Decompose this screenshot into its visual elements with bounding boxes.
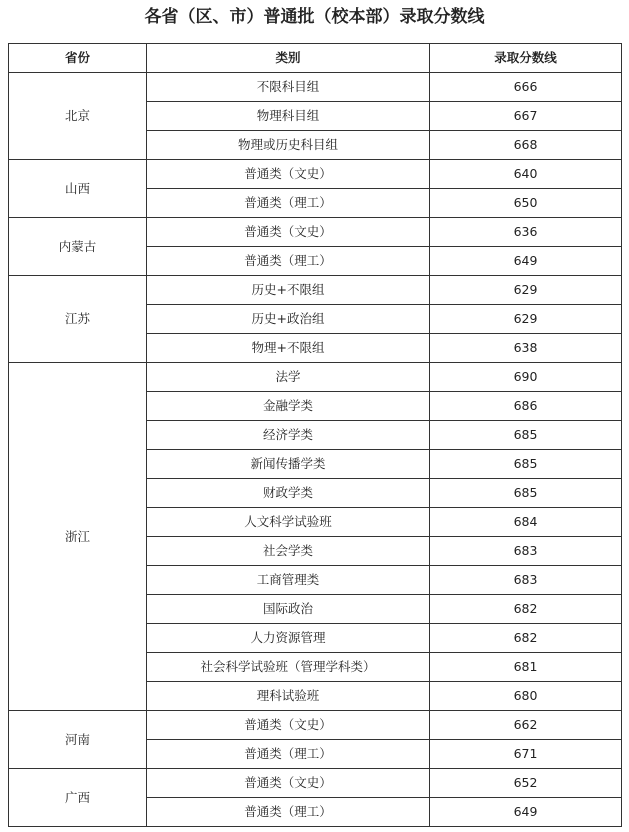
province-cell: 浙江: [9, 363, 147, 711]
table-row: [9, 363, 622, 392]
score-table: [8, 43, 622, 827]
table-row: [9, 769, 622, 798]
category-cell: 经济学类: [147, 421, 430, 450]
score-cell: 649: [430, 247, 622, 276]
score-cell: 629: [430, 305, 622, 334]
table-row: [9, 711, 622, 740]
score-cell: 629: [430, 276, 622, 305]
category-cell: 社会科学试验班（管理学科类）: [147, 653, 430, 682]
category-cell: 财政学类: [147, 479, 430, 508]
category-cell: 普通类（理工）: [147, 189, 430, 218]
category-cell: 普通类（文史）: [147, 711, 430, 740]
province-cell: 北京: [9, 73, 147, 160]
score-cell: 650: [430, 189, 622, 218]
score-cell: 666: [430, 73, 622, 102]
table-row: [9, 218, 622, 247]
category-cell: 历史+不限组: [147, 276, 430, 305]
category-cell: 理科试验班: [147, 682, 430, 711]
category-cell: 人力资源管理: [147, 624, 430, 653]
score-cell: 649: [430, 798, 622, 827]
score-cell: 638: [430, 334, 622, 363]
score-cell: 685: [430, 450, 622, 479]
category-cell: 物理或历史科目组: [147, 131, 430, 160]
score-cell: 652: [430, 769, 622, 798]
category-cell: 普通类（理工）: [147, 798, 430, 827]
table-header-row: [9, 44, 622, 73]
province-cell: 内蒙古: [9, 218, 147, 276]
category-cell: 普通类（文史）: [147, 769, 430, 798]
score-cell: 671: [430, 740, 622, 769]
category-cell: 人文科学试验班: [147, 508, 430, 537]
table-row: [9, 160, 622, 189]
score-cell: 683: [430, 537, 622, 566]
category-cell: 法学: [147, 363, 430, 392]
score-cell: 682: [430, 595, 622, 624]
category-cell: 普通类（文史）: [147, 218, 430, 247]
category-cell: 普通类（文史）: [147, 160, 430, 189]
category-cell: 物理+不限组: [147, 334, 430, 363]
header-score: 录取分数线: [430, 44, 622, 73]
header-province: 省份: [9, 44, 147, 73]
category-cell: 国际政治: [147, 595, 430, 624]
header-category: 类别: [147, 44, 430, 73]
category-cell: 新闻传播学类: [147, 450, 430, 479]
table-row: [9, 73, 622, 102]
category-cell: 历史+政治组: [147, 305, 430, 334]
category-cell: 不限科目组: [147, 73, 430, 102]
score-cell: 690: [430, 363, 622, 392]
category-cell: 物理科目组: [147, 102, 430, 131]
score-cell: 683: [430, 566, 622, 595]
category-cell: 普通类（理工）: [147, 740, 430, 769]
score-cell: 668: [430, 131, 622, 160]
province-cell: 广西: [9, 769, 147, 827]
table-row: [9, 276, 622, 305]
score-cell: 640: [430, 160, 622, 189]
category-cell: 社会学类: [147, 537, 430, 566]
province-cell: 山西: [9, 160, 147, 218]
score-cell: 636: [430, 218, 622, 247]
score-cell: 662: [430, 711, 622, 740]
score-cell: 682: [430, 624, 622, 653]
score-cell: 684: [430, 508, 622, 537]
score-cell: 686: [430, 392, 622, 421]
score-cell: 685: [430, 421, 622, 450]
province-cell: 江苏: [9, 276, 147, 363]
page-title: 各省（区、市）普通批（校本部）录取分数线: [144, 7, 485, 27]
table-body: [9, 73, 622, 827]
score-cell: 681: [430, 653, 622, 682]
category-cell: 金融学类: [147, 392, 430, 421]
category-cell: 普通类（理工）: [147, 247, 430, 276]
score-cell: 685: [430, 479, 622, 508]
score-cell: 680: [430, 682, 622, 711]
score-cell: 667: [430, 102, 622, 131]
province-cell: 河南: [9, 711, 147, 769]
category-cell: 工商管理类: [147, 566, 430, 595]
